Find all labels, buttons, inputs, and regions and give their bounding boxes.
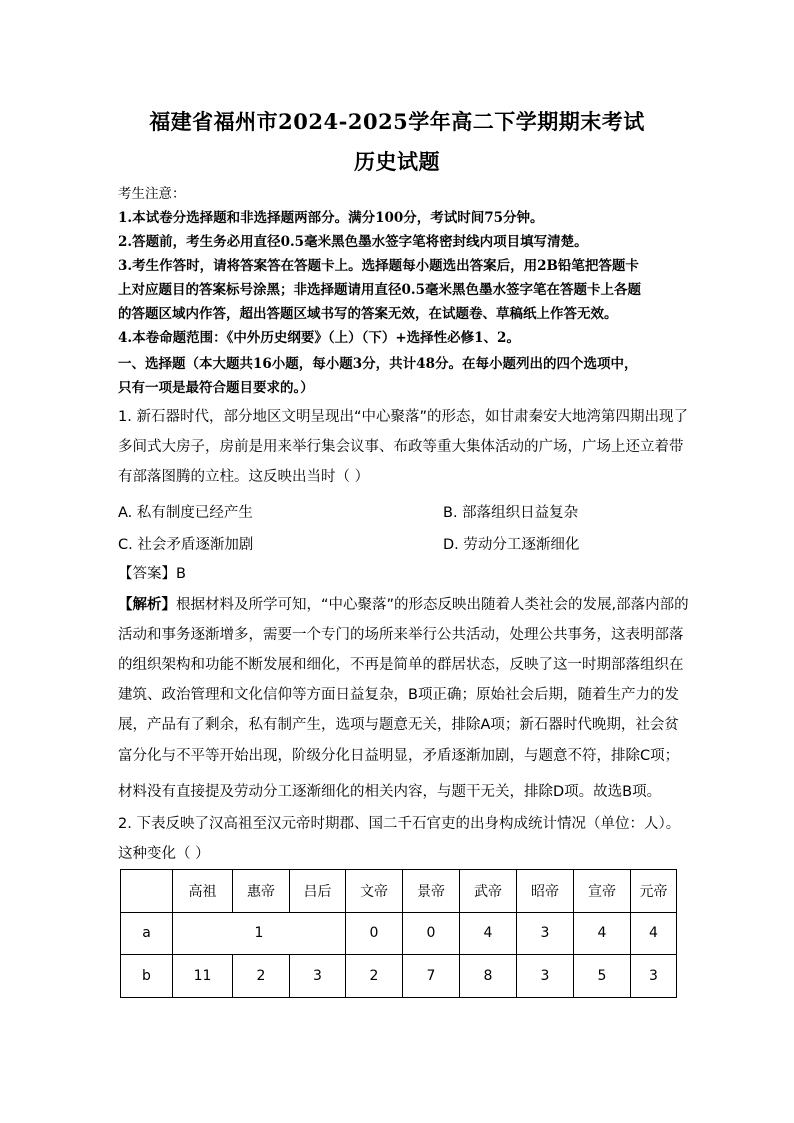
analysis-text: 活动和事务逐渐增多，需要一个专门的场所来举行公共活动，处理公共事务，这表明部落 bbox=[118, 627, 684, 643]
notice-item: 1.本试卷分选择题和非选择题两部分。满分100分，考试时间75分钟。 bbox=[118, 210, 544, 226]
question-1-stem: 1. 新石器时代，部分地区文明呈现出“中心聚落”的形态，如甘肃秦安大地湾第四期出现了 bbox=[118, 409, 688, 425]
option-a: A. 私有制度已经产生 bbox=[118, 505, 253, 521]
analysis-text: 富分化与不平等开始出现，阶级分化日益明显，矛盾逐渐加剧，与题意不符，排除C项； bbox=[118, 748, 680, 764]
analysis-label: 【解析】 bbox=[118, 597, 176, 613]
table-cell: 3 bbox=[290, 955, 346, 998]
table-header-cell: 昭帝 bbox=[517, 870, 574, 913]
exam-title: 福建省福州市2024-2025学年高二下学期期末考试 bbox=[149, 109, 645, 134]
table-header-cell: 吕后 bbox=[290, 870, 346, 913]
table-header-cell: 元帝 bbox=[631, 870, 677, 913]
table-cell: 2 bbox=[346, 955, 403, 998]
table-cell: 5 bbox=[574, 955, 631, 998]
analysis-text: 展，产品有了剩余，私有制产生，选项与题意无关，排除A项；新石器时代晚期，社会贫 bbox=[118, 717, 679, 733]
answer-line bbox=[118, 560, 678, 589]
table-cell: 3 bbox=[631, 955, 677, 998]
notice-item: 上对应题目的答案标号涂黑；非选择题请用直径0.5毫米黑色墨水签字笔在答题卡上各题 bbox=[118, 282, 641, 298]
exam-subtitle: 历史试题 bbox=[354, 149, 440, 174]
notice-item: 3.考生作答时，请将答案答在答题卡上。选择题每小题选出答案后，用2B铅笔把答题卡 bbox=[118, 258, 639, 274]
table-cell: 3 bbox=[517, 912, 574, 955]
table-header-cell bbox=[121, 870, 173, 913]
analysis-text: 的组织架构和功能不断发展和细化，不再是简单的群居状态，反映了这一时期部落组织在 bbox=[118, 657, 684, 673]
table-cell: 4 bbox=[631, 912, 677, 955]
analysis-text: 根据材料及所学可知，“中心聚落”的形态反映出随着人类社会的发展,部落内部的 bbox=[176, 597, 689, 613]
table-row bbox=[121, 955, 677, 998]
officials-table bbox=[120, 869, 677, 998]
section-heading-cont: 只有一项是最符合题目要求的。） bbox=[118, 380, 314, 396]
table-header-cell: 惠帝 bbox=[233, 870, 290, 913]
question-2-stem: 2. 下表反映了汉高祖至汉元帝时期郡、国二千石官吏的出身构成统计情况（单位：人）。 bbox=[118, 816, 681, 832]
option-c: C. 社会矛盾逐渐加剧 bbox=[118, 537, 254, 553]
table-cell: 0 bbox=[346, 912, 403, 955]
option-d: D. 劳动分工逐渐细化 bbox=[443, 537, 580, 553]
table-row bbox=[121, 912, 677, 955]
analysis-text: 材料没有直接提及劳动分工逐渐细化的相关内容，与题干无关，排除D项。故选B项。 bbox=[118, 784, 662, 800]
table-cell: 7 bbox=[403, 955, 460, 998]
question-1-stem: 有部落图腾的立柱。这反映出当时（ ） bbox=[118, 469, 370, 485]
table-cell: 8 bbox=[460, 955, 517, 998]
table-cell: 11 bbox=[173, 955, 233, 998]
table-header-row bbox=[121, 870, 677, 913]
notice-item: 2.答题前，考生务必用直径0.5毫米黑色墨水签字笔将密封线内项目填写清楚。 bbox=[118, 234, 588, 250]
table-header-cell: 高祖 bbox=[173, 870, 233, 913]
table-cell: 0 bbox=[403, 912, 460, 955]
notice-heading: 考生注意： bbox=[118, 186, 186, 202]
question-2-stem: 这种变化（ ） bbox=[118, 846, 210, 862]
table-cell: 4 bbox=[460, 912, 517, 955]
table-cell: 4 bbox=[574, 912, 631, 955]
table-cell: 3 bbox=[517, 955, 574, 998]
table-header-cell: 宣帝 bbox=[574, 870, 631, 913]
table-header-cell: 景帝 bbox=[403, 870, 460, 913]
analysis-text: 建筑、政治管理和文化信仰等方面日益复杂，B项正确；原始社会后期，随着生产力的发 bbox=[118, 687, 679, 703]
notice-item: 的答题区域内作答，超出答题区域书写的答案无效，在试题卷、草稿纸上作答无效。 bbox=[118, 306, 618, 322]
option-b: B. 部落组织日益复杂 bbox=[443, 505, 579, 521]
notice-item: 4.本卷命题范围：《中外历史纲要》（上）（下）+选择性必修1、2。 bbox=[118, 330, 520, 346]
table-cell-merged: 1 bbox=[173, 912, 346, 955]
answer-label: 【答案】 bbox=[118, 566, 176, 582]
question-1-stem: 多间式大房子，房前是用来举行集会议事、布政等重大集体活动的广场，广场上还立着带 bbox=[118, 439, 684, 455]
row-label: b bbox=[121, 955, 173, 998]
answer-value: B bbox=[176, 566, 186, 582]
section-heading: 一、选择题（本大题共16小题，每小题3分，共计48分。在每小题列出的四个选项中， bbox=[118, 356, 638, 372]
table-header-cell: 武帝 bbox=[460, 870, 517, 913]
table-cell: 2 bbox=[233, 955, 290, 998]
row-label: a bbox=[121, 912, 173, 955]
table-header-cell: 文帝 bbox=[346, 870, 403, 913]
analysis-line bbox=[118, 591, 689, 620]
